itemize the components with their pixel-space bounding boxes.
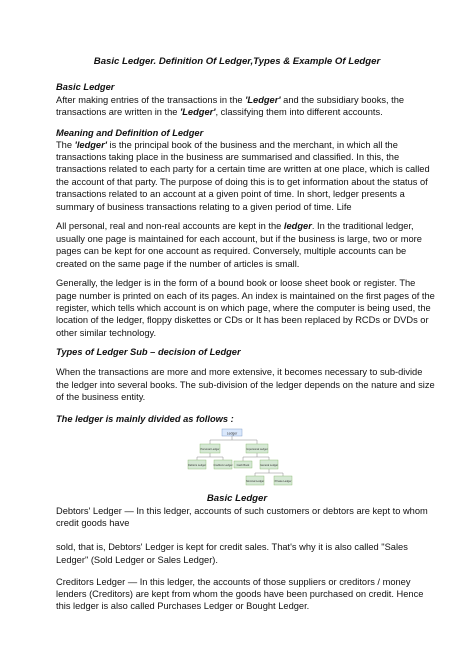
svg-text:General Ledger: General Ledger (259, 464, 279, 467)
svg-text:Private Ledger: Private Ledger (274, 480, 292, 483)
paragraph-line: The 'ledger' is the principal book of the business and the merchant, in which all the (56, 140, 398, 150)
paragraph-line: usually one page is maintained for each account, but if the business is large, two or more (56, 234, 422, 244)
paragraph-line: location of the ledger, floppy diskettes or CDs or It has been replaced by RCDs or DVDs or (56, 315, 429, 325)
paragraph-line: transactions taking place in the business are summarised and classified. In this, the (56, 152, 400, 162)
diagram-node-private-ledger (274, 476, 292, 485)
paragraph-line: page number is printed on each of its pages. An index is maintained on the first pages of the (56, 291, 435, 301)
paragraph-line: After making entries of the transactions in the 'Ledger' and the subsidiary books, the (56, 95, 405, 105)
heading-types-of-ledger: Types of Ledger Sub – decision of Ledger (56, 347, 241, 357)
paragraph-line: register, which tells which account is on which page, where the computer is being used, the (56, 303, 431, 313)
paragraph-line: of the business entity. (56, 392, 146, 402)
paragraph-line: sold, that is, Debtors' Ledger is kept for credit sales. That's why it is also called "Sales (56, 542, 408, 552)
svg-text:Creditors Ledger: Creditors Ledger (213, 464, 233, 467)
paragraph-line: other similar technology. (56, 328, 157, 338)
diagram-node-debtors-ledger (188, 460, 206, 469)
svg-text:Personal Ledger: Personal Ledger (200, 448, 220, 451)
diagram-node-nominal-ledger (246, 476, 264, 485)
diagram-node-personal-ledger (200, 444, 220, 453)
paragraph-line: transactions related to each party for a certain time are written at one place, which is called (56, 164, 430, 174)
heading-meaning-definition: Meaning and Definition of Ledger (56, 128, 204, 138)
paragraph-line: transactions are written in the 'Ledger', classifying them into different accounts. (56, 107, 383, 117)
diagram-node-creditors-ledger (213, 460, 232, 469)
paragraph-line: Debtors' Ledger — In this ledger, accounts of such customers or debtors are kept to whom (56, 506, 428, 516)
paragraph-line: pages can be kept for one account as required. Conversely, multiple accounts can be (56, 246, 407, 256)
paragraph-line: the account of that party. The purpose of doing this is to get information about the status of (56, 177, 428, 187)
svg-text:Debtors Ledger: Debtors Ledger (188, 464, 206, 467)
diagram-node-ledger (222, 429, 242, 436)
svg-text:Ledger: Ledger (226, 431, 238, 436)
diagram-node-general-ledger (260, 460, 278, 469)
svg-text:Impersonal Ledger: Impersonal Ledger (246, 448, 268, 451)
ledger-hierarchy-diagram (185, 427, 295, 491)
paragraph-line: Creditors Ledger — In this ledger, the accounts of those suppliers or creditors / money (56, 577, 411, 587)
paragraph-line: Generally, the ledger is in the form of a bound book or loose sheet book or register. The (56, 278, 416, 288)
heading-basic-ledger: Basic Ledger (56, 82, 115, 92)
paragraph-line: summary of business transactions relating to a given period of time. Life (56, 202, 352, 212)
document-title: Basic Ledger. Definition Of Ledger,Types & Example Of Ledger (93, 56, 381, 67)
diagram-connectors (197, 436, 283, 476)
paragraph-line: transactions related to an account at a given point of time. In short, ledger presents a (56, 189, 405, 199)
heading-ledger-divided: The ledger is mainly divided as follows : (56, 414, 234, 424)
svg-text:Cash Book: Cash Book (236, 464, 250, 467)
paragraph-line: this ledger is also called Purchases Ledger or Bought Ledger. (56, 601, 310, 611)
paragraph-line: When the transactions are more and more extensive, it becomes necessary to sub-divide (56, 367, 423, 377)
paragraph-line: Ledger" (Sold Ledger or Sales Ledger). (56, 555, 218, 565)
paragraph-line: created on the same page if the number of articles is small. (56, 259, 300, 269)
diagram-caption: Basic Ledger (206, 493, 268, 504)
diagram-node-cash-book (234, 461, 252, 468)
paragraph-line: credit goods have (56, 518, 130, 528)
svg-text:Nominal Ledger: Nominal Ledger (245, 480, 265, 483)
paragraph-line: All personal, real and non-real accounts are kept in the ledger. In the traditional ledger, (56, 221, 414, 231)
paragraph-line: lenders (Creditors) are kept from whom the goods have been purchased on credit. Hence (56, 589, 424, 599)
paragraph-line: the ledger into several books. The sub-division of the ledger depends on the nature and size (56, 380, 435, 390)
diagram-node-impersonal-ledger (246, 444, 268, 453)
